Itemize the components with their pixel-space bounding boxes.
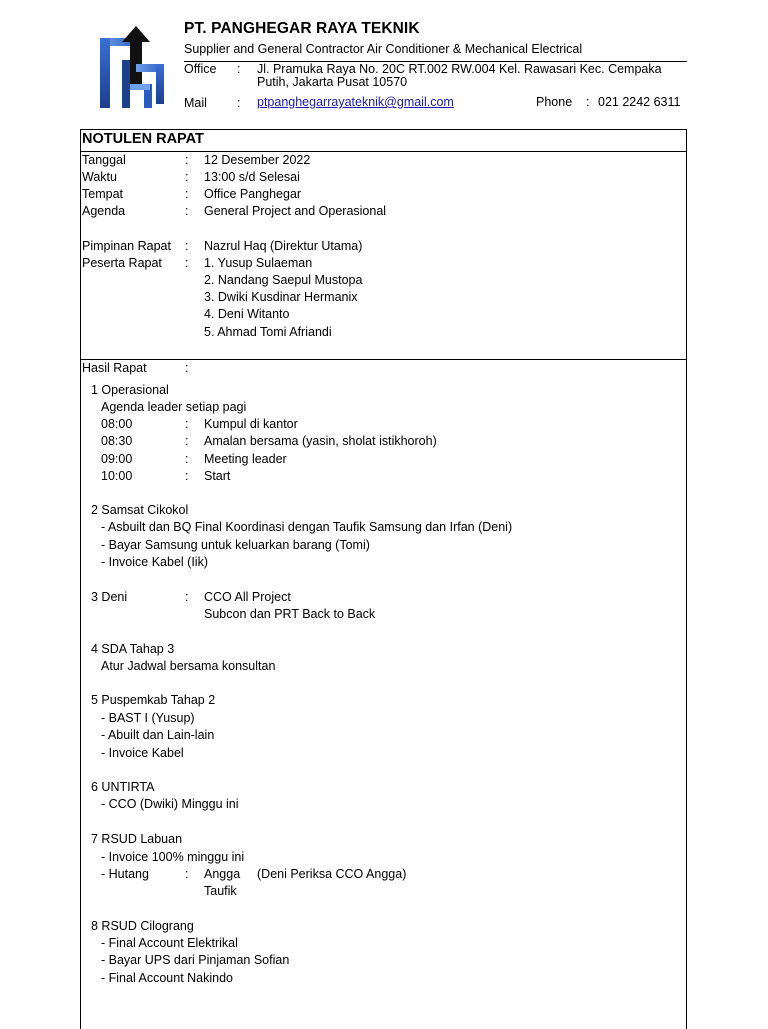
agenda-colon: : xyxy=(185,204,189,218)
phone-label: Phone xyxy=(536,95,573,109)
list-item: - Hutang xyxy=(101,867,149,881)
hasil-label: Hasil Rapat xyxy=(82,361,147,375)
section-colon: : xyxy=(185,867,189,881)
hutang-name: Angga xyxy=(204,867,241,881)
peserta-colon: : xyxy=(185,256,189,270)
notulen-title: NOTULEN RAPAT xyxy=(82,131,204,147)
schedule-time: 08:30 xyxy=(101,434,133,448)
peserta-item: 1. Yusup Sulaeman xyxy=(204,256,313,270)
schedule-colon: : xyxy=(185,417,189,431)
section-colon: : xyxy=(185,590,189,604)
hutang-name: Taufik xyxy=(204,884,237,898)
list-item: - Invoice 100% minggu ini xyxy=(101,850,245,864)
schedule-time: 09:00 xyxy=(101,452,133,466)
tempat-label: Tempat xyxy=(82,187,123,201)
company-logo xyxy=(96,24,176,108)
pimpinan-label: Pimpinan Rapat xyxy=(82,239,171,253)
pimpinan-colon: : xyxy=(185,239,189,253)
office-address-line2: Putih, Jakarta Pusat 10570 xyxy=(257,75,408,89)
schedule-colon: : xyxy=(185,469,189,483)
section-title: 4 SDA Tahap 3 xyxy=(91,642,175,656)
tempat-colon: : xyxy=(185,187,189,201)
notulen-frame xyxy=(80,129,687,1029)
section-title: 6 UNTIRTA xyxy=(91,780,155,794)
list-item: - Invoice Kabel (Iik) xyxy=(101,555,208,569)
phone-colon: : xyxy=(586,95,590,109)
company-tagline: Supplier and General Contractor Air Conditioner & Mechanical Electrical xyxy=(184,42,583,56)
list-item: - Bayar Samsung untuk keluarkan barang (Tomi) xyxy=(101,538,370,552)
list-item: Atur Jadwal bersama konsultan xyxy=(101,659,276,673)
hasil-divider xyxy=(80,359,687,360)
section-title: 1 Operasional xyxy=(91,383,169,397)
hasil-colon: : xyxy=(185,361,189,375)
mail-colon: : xyxy=(237,96,241,110)
office-label: Office xyxy=(184,62,217,76)
schedule-time: 08:00 xyxy=(101,417,133,431)
tempat-value: Office Panghegar xyxy=(204,187,302,201)
tanggal-value: 12 Desember 2022 xyxy=(204,153,311,167)
schedule-time: 10:00 xyxy=(101,469,133,483)
schedule-colon: : xyxy=(185,434,189,448)
list-item: - Asbuilt dan BQ Final Koordinasi dengan Taufik Samsung dan Irfan (Deni) xyxy=(101,520,513,534)
section-title: 2 Samsat Cikokol xyxy=(91,503,189,517)
schedule-activity: Meeting leader xyxy=(204,452,287,466)
waktu-colon: : xyxy=(185,170,189,184)
peserta-item: 3. Dwiki Kusdinar Hermanix xyxy=(204,290,358,304)
peserta-item: 2. Nandang Saepul Mustopa xyxy=(204,273,363,287)
peserta-item: 5. Ahmad Tomi Afriandi xyxy=(204,325,332,339)
mail-label: Mail xyxy=(184,96,207,110)
schedule-colon: : xyxy=(185,452,189,466)
schedule-activity: Kumpul di kantor xyxy=(204,417,298,431)
section-title: 5 Puspemkab Tahap 2 xyxy=(91,693,216,707)
title-divider xyxy=(80,151,687,152)
list-item: - Final Account Nakindo xyxy=(101,971,234,985)
company-name: PT. PANGHEGAR RAYA TEKNIK xyxy=(184,20,420,37)
waktu-label: Waktu xyxy=(82,170,117,184)
list-item: - Invoice Kabel xyxy=(101,746,184,760)
agenda-value: General Project and Operasional xyxy=(204,204,387,218)
section-title: 7 RSUD Labuan xyxy=(91,832,183,846)
mail-link[interactable]: ptpanghegarrayateknik@gmail.com xyxy=(257,95,454,109)
list-item: - Final Account Elektrikal xyxy=(101,936,238,950)
section-subtitle: Agenda leader setiap pagi xyxy=(101,400,247,414)
agenda-label: Agenda xyxy=(82,204,126,218)
schedule-activity: Start xyxy=(204,469,231,483)
section-title: 3 Deni xyxy=(91,590,128,604)
phone-value: 021 2242 6311 xyxy=(598,95,681,109)
tanggal-colon: : xyxy=(185,153,189,167)
hutang-note: (Deni Periksa CCO Angga) xyxy=(257,867,407,881)
office-address-line1: Jl. Pramuka Raya No. 20C RT.002 RW.004 Kel. Rawasari Kec. Cempaka xyxy=(257,62,662,76)
pimpinan-value: Nazrul Haq (Direktur Utama) xyxy=(204,239,363,253)
peserta-label: Peserta Rapat xyxy=(82,256,162,270)
schedule-activity: Amalan bersama (yasin, sholat istikhoroh) xyxy=(204,434,437,448)
office-colon: : xyxy=(237,62,241,76)
list-item: - Abuilt dan Lain-lain xyxy=(101,728,215,742)
peserta-item: 4. Deni Witanto xyxy=(204,307,290,321)
list-item: - Bayar UPS dari Pinjaman Sofian xyxy=(101,953,290,967)
list-item: - CCO (Dwiki) Minggu ini xyxy=(101,797,239,811)
tanggal-label: Tanggal xyxy=(82,153,126,167)
list-item: CCO All Project xyxy=(204,590,291,604)
section-title: 8 RSUD Cilograng xyxy=(91,919,194,933)
list-item: - BAST I (Yusup) xyxy=(101,711,195,725)
list-item: Subcon dan PRT Back to Back xyxy=(204,607,376,621)
waktu-value: 13:00 s/d Selesai xyxy=(204,170,300,184)
